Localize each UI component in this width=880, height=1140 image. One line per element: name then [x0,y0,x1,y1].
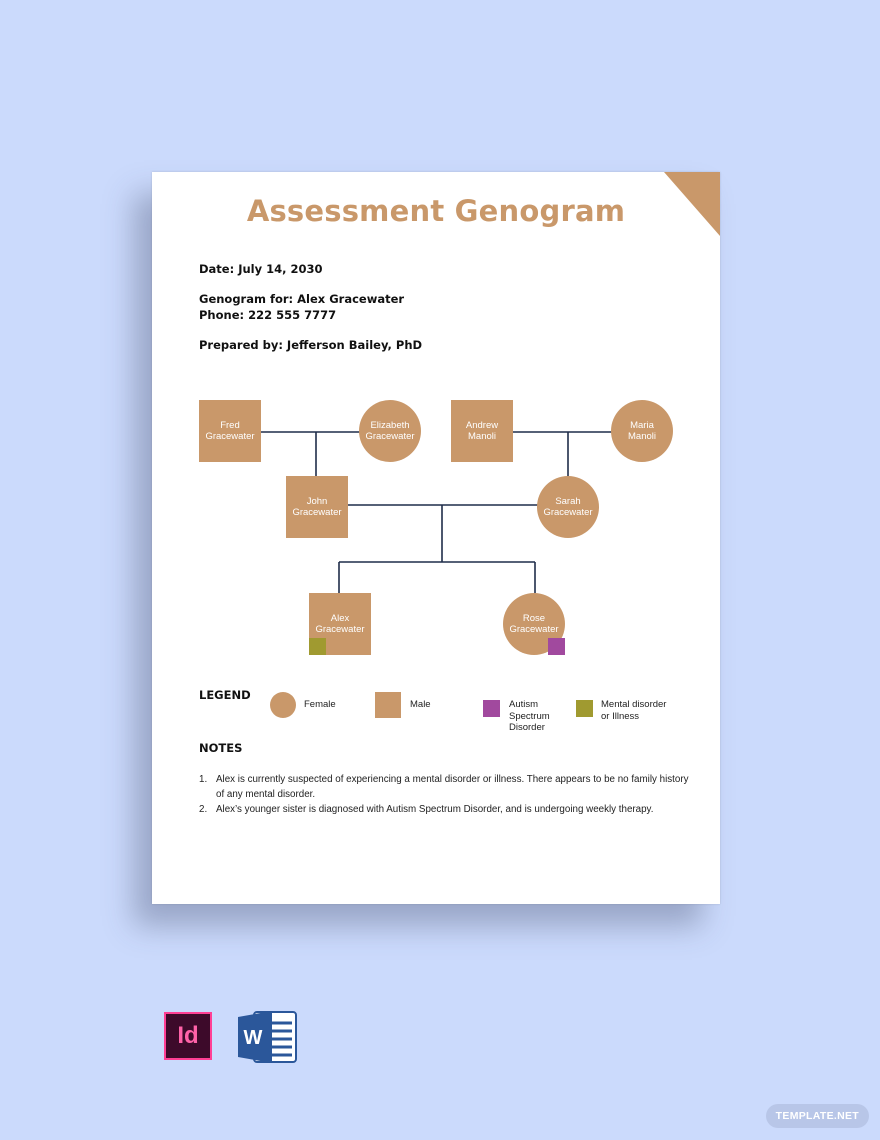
person-first-name: John [306,496,328,507]
person-last-name: Gracewater [543,507,593,518]
person-last-name: Manoli [628,431,656,442]
person-first-name: Andrew [465,420,499,431]
notes-list [199,772,689,817]
autism-marker [548,638,565,655]
mental-disorder-marker [309,638,326,655]
note-text: Alex is currently suspected of experiencing a mental disorder or illness. There appears to be no family history of any mental disorder. [216,774,689,800]
person-maria-manoli[interactable] [611,400,673,462]
template-net-watermark: TEMPLATE.NET [766,1104,869,1128]
legend-title: LEGEND [199,688,251,702]
legend-autism-line: Spectrum [509,710,550,722]
document-title: Assessment Genogram [246,194,626,228]
person-last-name: Gracewater [205,431,255,442]
indesign-icon-label: Id [177,1022,199,1049]
person-last-name: Gracewater [365,431,415,442]
note-item [199,772,689,802]
word-app-icon[interactable] [236,1010,298,1064]
date-line: Date: July 14, 2030 [199,262,323,276]
prepared-by-line: Prepared by: Jefferson Bailey, PhD [199,338,423,352]
phone-line: Phone: 222 555 7777 [199,308,337,322]
person-sarah-gracewater[interactable] [537,476,599,538]
person-first-name: Elizabeth [370,420,410,431]
person-john-gracewater[interactable] [286,476,348,538]
note-item [199,802,689,817]
person-first-name: Sarah [555,496,581,507]
legend-autism-label [509,699,550,734]
person-andrew-manoli[interactable] [451,400,513,462]
person-first-name: Alex [330,613,350,624]
person-last-name: Gracewater [315,624,365,635]
legend-male-label: Male [410,699,431,710]
legend-female-label: Female [304,699,336,710]
note-number: 2. [199,804,208,815]
indesign-app-icon[interactable] [164,1012,212,1060]
person-last-name: Manoli [468,431,496,442]
person-elizabeth-gracewater[interactable] [359,400,421,462]
genogram-document [152,172,720,904]
note-number: 1. [199,774,208,785]
person-first-name: Rose [522,613,546,624]
genogram-for-line: Genogram for: Alex Gracewater [199,292,405,306]
person-last-name: Gracewater [509,624,559,635]
person-last-name: Gracewater [292,507,342,518]
legend-autism-swatch-icon [483,700,500,717]
person-first-name: Maria [630,420,654,431]
legend-mental-label [601,699,666,722]
legend-mental-line: Mental disorder [601,699,667,710]
legend-autism-line: Autism [509,699,539,710]
legend-autism-line: Disorder [509,722,545,733]
legend-female-circle-icon [270,692,296,718]
legend-mental-line: or Illness [601,710,640,722]
svg-text:W: W [243,1027,263,1049]
legend-mental-swatch-icon [576,700,593,717]
person-first-name: Fred [220,420,240,431]
legend-male-square-icon [375,692,401,718]
notes-title: NOTES [199,741,243,755]
note-text: Alex’s younger sister is diagnosed with Autism Spectrum Disorder, and is undergoing weekly therapy. [216,804,654,815]
person-fred-gracewater[interactable] [199,400,261,462]
